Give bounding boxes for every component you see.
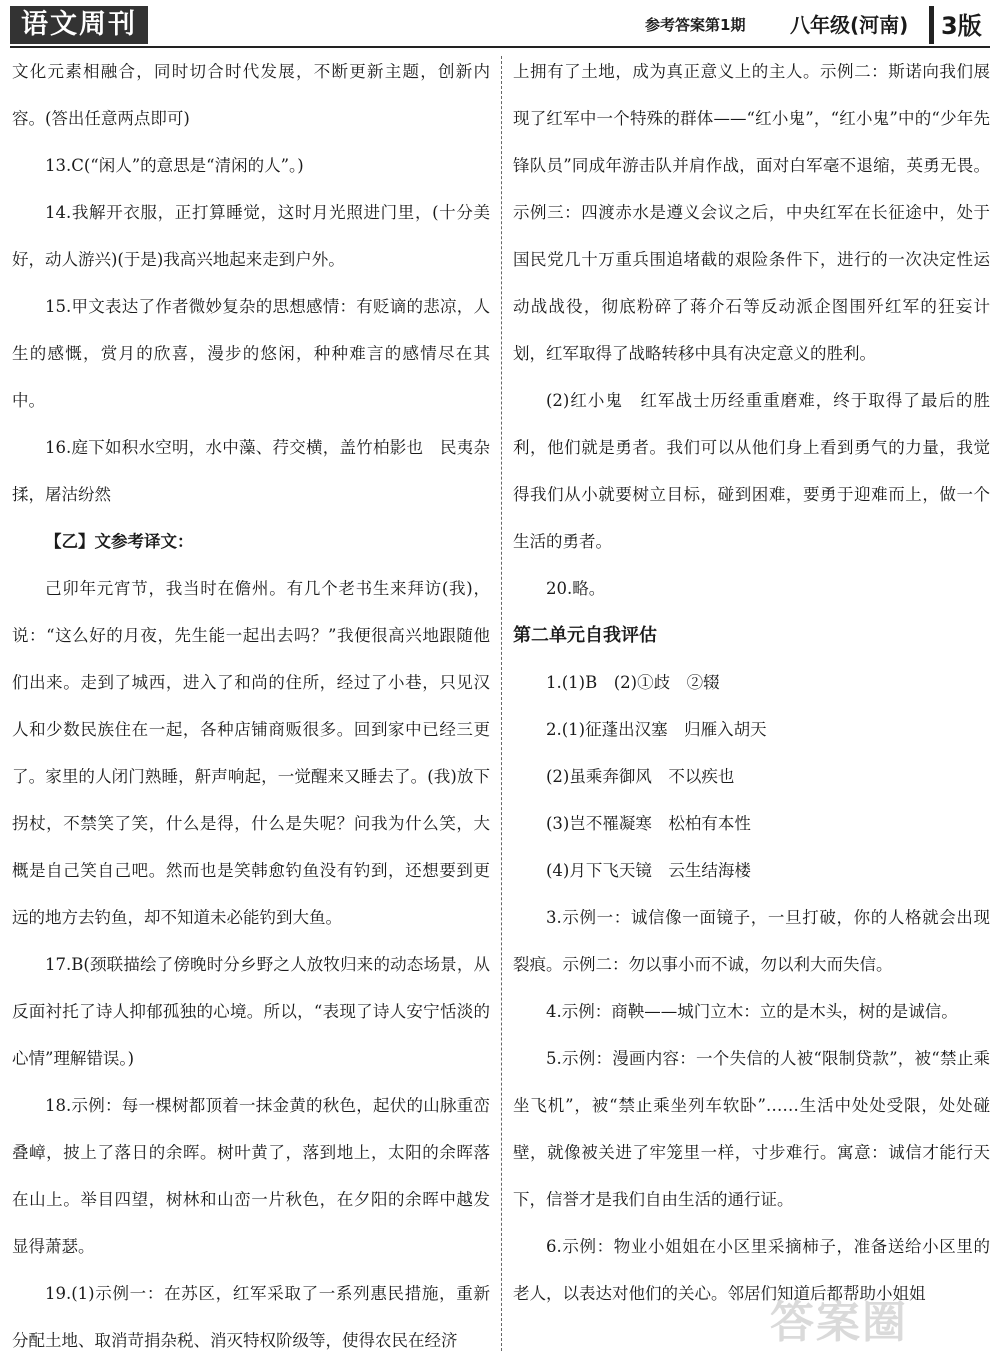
unit2-answer-5: 5.示例：漫画内容：一个失信的人被“限制贷款”，被“禁止乘坐飞机”，被“禁止乘坐列车软卧”……生活中处处受限，处处碰壁，就像被关进了牢笼里一样，寸步难行。寓意：诚信才能行天下，信誉才是我们自由生活的通行证。	[513, 1049, 990, 1209]
answer-17: 17.B(颈联描绘了傍晚时分乡野之人放牧归来的动态场景，从反面衬托了诗人抑郁孤独的心境。所以，“表现了诗人安宁恬淡的心情”理解错误。)	[12, 955, 490, 1068]
unit2-answer-2-3: (3)岂不罹凝寒 松柏有本性	[546, 814, 751, 833]
answer-19: 19.(1)示例一：在苏区，红军采取了一系列惠民措施，重新分配土地、取消苛捐杂税、消灭特权阶级等，使得农民在经济	[12, 1284, 490, 1350]
header-divider	[929, 6, 934, 44]
right-column	[513, 48, 990, 1357]
unit2-answer-6: 6.示例：物业小姐姐在小区里采摘柿子，准备送给小区里的老人，以表达对他们的关心。邻居们知道后都帮助小姐姐	[513, 1237, 990, 1303]
answer-paragraph: 文化元素相融合，同时切合时代发展，不断更新主题，创新内容。(答出任意两点即可)	[12, 62, 490, 128]
answer-14: 14.我解开衣服，正打算睡觉，这时月光照进门里，(十分美好，动人游兴)(于是)我高兴地起来走到户外。	[12, 203, 490, 269]
unit2-answer-2-4: (4)月下飞天镜 云生结海楼	[546, 861, 751, 880]
left-column	[12, 48, 490, 1357]
unit2-answer-1: 1.(1)B (2)①歧 ②辍	[546, 673, 720, 692]
translation-heading: 【乙】文参考译文：	[45, 532, 194, 551]
answer-19-2: (2)红小鬼 红军战士历经重重磨难，终于取得了最后的胜利，他们就是勇者。我们可以从他们身上看到勇气的力量，我觉得我们从小就要树立目标，碰到困难，要勇于迎难而上，做一个生活的勇者。	[513, 391, 990, 551]
masthead-logo: 语文周刊	[10, 6, 148, 44]
answer-19-cont: 上拥有了土地，成为真正意义上的主人。示例二：斯诺向我们展现了红军中一个特殊的群体——“红小鬼”，“红小鬼”中的“少年先锋队员”同成年游击队并肩作战，面对白军毫不退缩，英勇无畏。示例三：四渡赤水是遵义会议之后，中央红军在长征途中，处于国民党几十万重兵围追堵截的艰险条件下，进行的一次决定性运动战战役，彻底粉碎了蒋介石等反动派企图围歼红军的狂妄计划，红军取得了战略转移中具有决定意义的胜利。	[513, 62, 990, 363]
answer-13: 13.C(“闲人”的意思是“清闲的人”。)	[45, 156, 304, 175]
answer-20: 20.略。	[546, 579, 606, 598]
section-title: 第二单元自我评估	[513, 625, 657, 646]
answer-16: 16.庭下如积水空明，水中藻、荇交横，盖竹柏影也 民夷杂揉，屠沽纷然	[12, 438, 490, 504]
unit2-answer-4: 4.示例：商鞅——城门立木：立的是木头，树的是诚信。	[546, 1002, 958, 1021]
grade-label: 八年级(河南)	[790, 13, 909, 37]
column-divider	[501, 56, 502, 1351]
answer-18: 18.示例：每一棵树都顶着一抹金黄的秋色，起伏的山脉重峦叠嶂，披上了落日的余晖。树叶黄了，落到地上，太阳的余晖落在山上。举目四望，树林和山峦一片秋色，在夕阳的余晖中越发显得萧瑟。	[12, 1096, 490, 1256]
edition-label: 3版	[941, 12, 982, 40]
answer-15: 15.甲文表达了作者微妙复杂的思想感情：有贬谪的悲凉，人生的感慨，赏月的欣喜，漫步的悠闲，种种难言的感情尽在其中。	[12, 297, 490, 410]
page-header	[0, 0, 1000, 48]
issue-label: 参考答案第1期	[645, 16, 746, 34]
unit2-answer-2: 2.(1)征蓬出汉塞 归雁入胡天	[546, 720, 767, 739]
watermark: 答案圈	[770, 1297, 908, 1348]
translation-text: 己卯年元宵节，我当时在儋州。有几个老书生来拜访(我)，说：“这么好的月夜，先生能一起出去吗？”我便很高兴地跟随他们出来。走到了城西，进入了和尚的住所，经过了小巷，只见汉人和少数民族住在一起，各种店铺商贩很多。回到家中已经三更了。家里的人闭门熟睡，鼾声响起，一觉醒来又睡去了。(我)放下拐杖，不禁笑了笑，什么是得，什么是失呢？问我为什么笑，大概是自己笑自己吧。然而也是笑韩愈钓鱼没有钓到，还想要到更远的地方去钓鱼，却不知道未必能钓到大鱼。	[12, 579, 490, 927]
unit2-answer-3: 3.示例一：诚信像一面镜子，一旦打破，你的人格就会出现裂痕。示例二：勿以事小而不诚，勿以利大而失信。	[513, 908, 990, 974]
unit2-answer-2-2: (2)虽乘奔御风 不以疾也	[546, 767, 735, 786]
